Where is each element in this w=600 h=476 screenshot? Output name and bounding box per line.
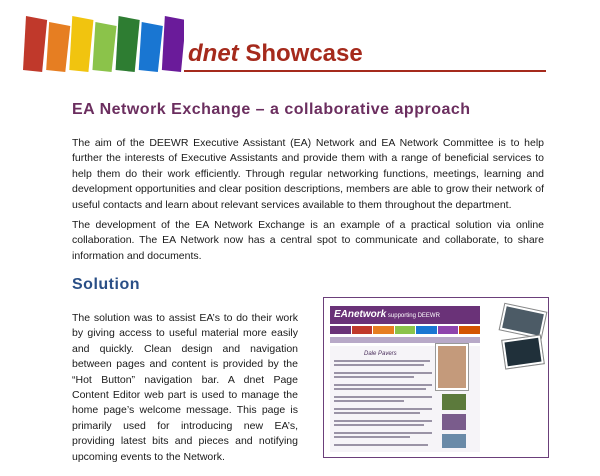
screenshot-nav-button [459, 326, 480, 334]
screenshot-nav-button [438, 326, 459, 334]
screenshot-text-line [334, 436, 410, 438]
logo-bar [162, 16, 184, 72]
brand-rest: Showcase [238, 40, 363, 67]
logo-bar [92, 22, 116, 72]
screenshot-text-line [334, 384, 432, 386]
screenshot-nav-button [373, 326, 394, 334]
logo-bar [46, 22, 70, 72]
screenshot-title-main: EAnetwork [334, 309, 387, 320]
screenshot-tilted-photo [500, 304, 546, 338]
screenshot-thumbnail [442, 394, 466, 410]
brand-italic: dnet [188, 40, 239, 67]
screenshot-nav-button [395, 326, 416, 334]
screenshot-title-sub: supporting DEEWR [386, 313, 440, 319]
dnet-logo [22, 12, 184, 74]
screenshot-thumbnail [442, 434, 466, 448]
screenshot-text-line [334, 408, 432, 410]
screenshot-text-line [334, 420, 432, 422]
screenshot-text-line [334, 372, 432, 374]
screenshot-nav-button [416, 326, 437, 334]
screenshot-text-line [334, 396, 432, 398]
ea-network-screenshot [323, 297, 549, 458]
screenshot-text-line [334, 388, 426, 390]
article-heading: EA Network Exchange – a collaborative approach [72, 101, 471, 118]
solution-heading: Solution [72, 276, 140, 293]
screenshot-nav-button [352, 326, 373, 334]
screenshot-nav-bar [330, 326, 480, 334]
screenshot-title [334, 309, 440, 320]
logo-bar [116, 16, 140, 72]
logo-bar [23, 16, 47, 72]
screenshot-text-line [334, 412, 420, 414]
screenshot-text-line [334, 444, 428, 446]
screenshot-tilted-photo [502, 335, 544, 368]
article-paragraph-1: The aim of the DEEWR Executive Assistant (EA) Network and EA Network Committee is to help further the interests of Executive Assistants and provide them with a range of beneficial services to help them do their work efficiently. Through regular networking functions, meetings, learning and development opportunities and clear position descriptions, members are able to grow their network of useful contacts and learn about relevant services available to them throughout the department. [72, 137, 544, 211]
screenshot-text-line [334, 376, 414, 378]
screenshot-thumbnail [442, 414, 466, 430]
screenshot-text-line [334, 400, 404, 402]
screenshot-person-name: Dale Pavers [364, 351, 397, 357]
article-paragraph-2: The development of the EA Network Exchange is an example of a practical solution via online collaboration. The EA Network now has a central spot to communicate and collaborate, to share information and documents. [72, 219, 544, 262]
screenshot-text-line [334, 424, 424, 426]
brand-title [188, 40, 363, 68]
screenshot-portrait-photo [436, 344, 468, 390]
screenshot-breadcrumb-strip [330, 337, 480, 343]
logo-bar [139, 22, 163, 72]
header-rule [184, 70, 546, 72]
screenshot-text-line [334, 364, 424, 366]
logo-bar [69, 16, 93, 72]
screenshot-text-line [334, 360, 430, 362]
screenshot-nav-button [330, 326, 351, 334]
solution-paragraph: The solution was to assist EA’s to do their work by giving access to useful material more easily and quickly. Clean design and navigation between pages and content is provided by the “Hot Button” navigation bar. A dnet Page Content Editor web part is used to manage the home page’s welcome message. This page is primarily used for introducing new EA’s, providing latest bits and pieces and notifying upcoming events to the Network. [72, 312, 298, 463]
screenshot-text-line [334, 432, 432, 434]
